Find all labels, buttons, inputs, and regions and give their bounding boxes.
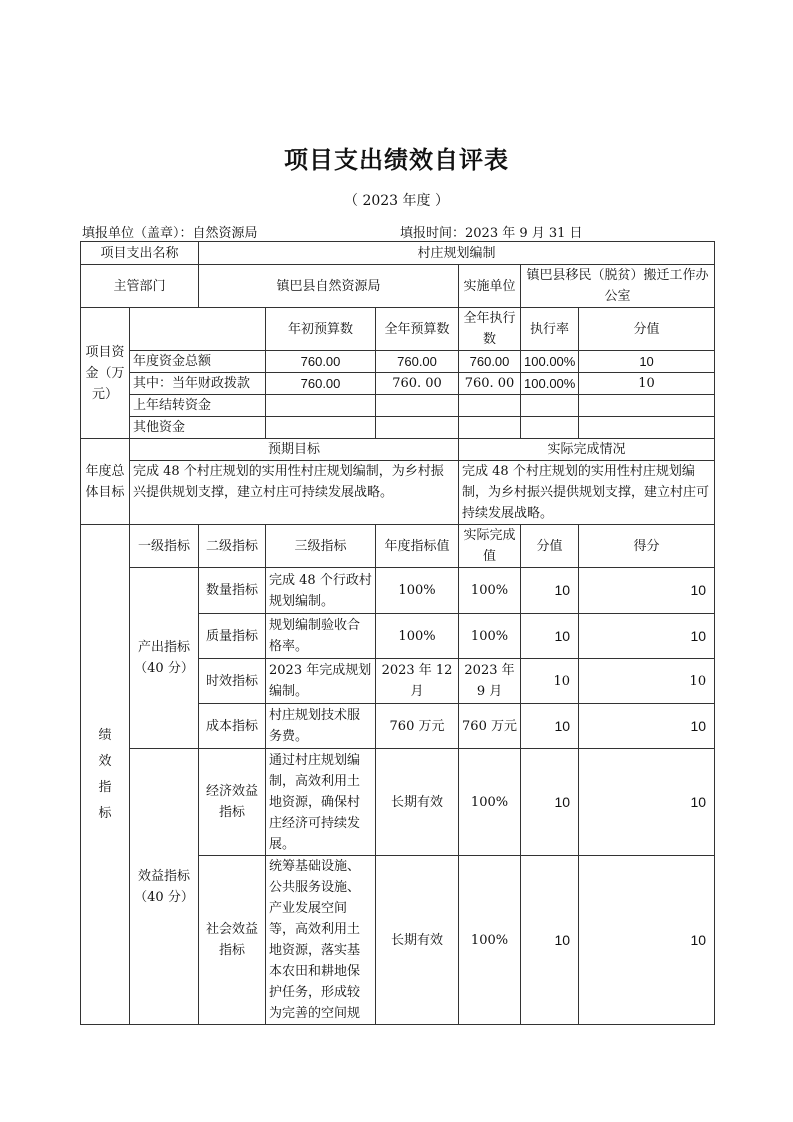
project-name-value: 村庄规划编制 xyxy=(199,242,715,265)
actual-goal-text: 完成 48 个村庄规划的实用性村庄规划编制，为乡村振兴提供规划支撑，建立村庄可持续发展战略。 xyxy=(459,461,715,525)
funds-cell xyxy=(266,417,376,439)
impl-value: 镇巴县移民（脱贫）搬迁工作办公室 xyxy=(521,265,715,308)
funds-cell: 760. 00 xyxy=(459,373,521,395)
level3: 统筹基础设施、公共服务设施、产业发展空间等，高效利用土地资源，落实基本农田和耕地保护任务，形成较为完善的空间规 xyxy=(266,856,376,1025)
target: 2023 年 12 月 xyxy=(376,659,459,704)
target: 长期有效 xyxy=(376,749,459,856)
funds-row xyxy=(81,395,715,417)
level3: 2023 年完成规划编制。 xyxy=(266,659,376,704)
funds-side-label: 项目资金（万元） xyxy=(81,308,130,439)
funds-cell xyxy=(459,417,521,439)
funds-header: 年初预算数 xyxy=(266,308,376,351)
indicator-header: 分值 xyxy=(521,525,579,568)
level2: 社会效益指标 xyxy=(199,856,266,1025)
level3: 村庄规划技术服务费。 xyxy=(266,704,376,749)
indicator-header: 三级指标 xyxy=(266,525,376,568)
funds-cell xyxy=(579,395,715,417)
expected-goal-label: 预期目标 xyxy=(130,439,459,461)
funds-header: 全年执行数 xyxy=(459,308,521,351)
points: 10 xyxy=(521,614,579,659)
funds-row-label: 其中：当年财政拨款 xyxy=(130,373,266,395)
funds-cell xyxy=(579,417,715,439)
actual: 100% xyxy=(459,856,521,1025)
dept-label: 主管部门 xyxy=(81,265,199,308)
funds-row-label: 其他资金 xyxy=(130,417,266,439)
actual: 100% xyxy=(459,614,521,659)
funds-cell xyxy=(521,395,579,417)
actual: 760 万元 xyxy=(459,704,521,749)
actual: 2023 年 9 月 xyxy=(459,659,521,704)
funds-row xyxy=(81,373,715,395)
funds-cell: 100.00% xyxy=(521,351,579,373)
dept-value: 镇巴县自然资源局 xyxy=(199,265,459,308)
funds-row-label: 年度资金总额 xyxy=(130,351,266,373)
points: 10 xyxy=(521,659,579,704)
indicator-header: 年度指标值 xyxy=(376,525,459,568)
funds-cell: 760. 00 xyxy=(376,373,459,395)
target: 100% xyxy=(376,568,459,614)
score: 10 xyxy=(579,614,715,659)
score: 10 xyxy=(579,568,715,614)
score: 10 xyxy=(579,749,715,856)
score: 10 xyxy=(579,659,715,704)
funds-cell xyxy=(376,417,459,439)
indicators-side-label: 绩效指标 xyxy=(81,525,130,1025)
score: 10 xyxy=(579,704,715,749)
level1-output: 产出指标（40 分） xyxy=(130,568,199,749)
level1-benefit: 效益指标（40 分） xyxy=(130,749,199,1025)
score: 10 xyxy=(579,856,715,1025)
level2: 质量指标 xyxy=(199,614,266,659)
indicator-header: 二级指标 xyxy=(199,525,266,568)
level2: 时效指标 xyxy=(199,659,266,704)
funds-cell: 760.00 xyxy=(459,351,521,373)
funds-row xyxy=(81,351,715,373)
funds-cell: 760.00 xyxy=(266,351,376,373)
points: 10 xyxy=(521,749,579,856)
target: 100% xyxy=(376,614,459,659)
level3: 规划编制验收合格率。 xyxy=(266,614,376,659)
funds-cell xyxy=(376,395,459,417)
funds-cell: 10 xyxy=(579,351,715,373)
indicator-header: 实际完成值 xyxy=(459,525,521,568)
fill-time: 填报时间：2023 年 9 月 31 日 xyxy=(400,226,583,241)
report-year: （ 2023 年度 ） xyxy=(344,193,449,209)
funds-row xyxy=(81,417,715,439)
funds-cell xyxy=(266,395,376,417)
funds-header: 全年预算数 xyxy=(376,308,459,351)
project-name-label: 项目支出名称 xyxy=(81,242,199,265)
funds-cell: 100.00% xyxy=(521,373,579,395)
goals-side-label: 年度总体目标 xyxy=(81,439,130,525)
level2: 成本指标 xyxy=(199,704,266,749)
expected-goal-text: 完成 48 个村庄规划的实用性村庄规划编制，为乡村振兴提供规划支撑，建立村庄可持续发展战略。 xyxy=(130,461,459,525)
funds-cell xyxy=(459,395,521,417)
target: 760 万元 xyxy=(376,704,459,749)
indicator-row xyxy=(81,749,715,856)
funds-cell: 10 xyxy=(579,373,715,395)
level3: 完成 48 个行政村规划编制。 xyxy=(266,568,376,614)
performance-table xyxy=(80,241,715,1025)
points: 10 xyxy=(521,856,579,1025)
points: 10 xyxy=(521,568,579,614)
level2: 经济效益指标 xyxy=(199,749,266,856)
funds-header-blank xyxy=(130,308,266,351)
document-title: 项目支出绩效自评表 xyxy=(284,145,509,174)
indicator-header: 一级指标 xyxy=(130,525,199,568)
fill-unit: 填报单位（盖章）：自然资源局 xyxy=(82,226,258,241)
actual: 100% xyxy=(459,749,521,856)
level3: 通过村庄规划编制，高效利用土地资源，确保村庄经济可持续发展。 xyxy=(266,749,376,856)
funds-cell xyxy=(521,417,579,439)
target: 长期有效 xyxy=(376,856,459,1025)
funds-row-label: 上年结转资金 xyxy=(130,395,266,417)
level2: 数量指标 xyxy=(199,568,266,614)
indicator-header: 得分 xyxy=(579,525,715,568)
indicator-row xyxy=(81,568,715,614)
impl-label: 实施单位 xyxy=(459,265,521,308)
actual: 100% xyxy=(459,568,521,614)
funds-header: 分值 xyxy=(579,308,715,351)
actual-goal-label: 实际完成情况 xyxy=(459,439,715,461)
funds-header: 执行率 xyxy=(521,308,579,351)
funds-cell: 760.00 xyxy=(376,351,459,373)
funds-cell: 760.00 xyxy=(266,373,376,395)
points: 10 xyxy=(521,704,579,749)
